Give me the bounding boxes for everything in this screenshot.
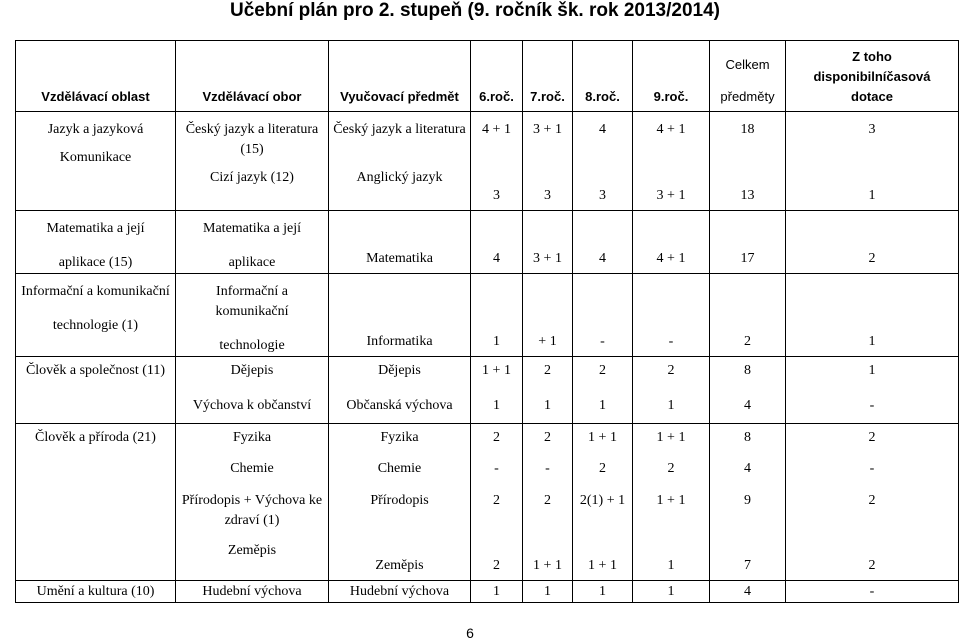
cell-r6: 3 <box>471 168 523 211</box>
cell-obor: Přírodopis + Výchova ke zdraví (1) <box>176 489 329 541</box>
cell-celkem: 13 <box>710 168 786 211</box>
header-r9: 9.roč. <box>633 41 710 112</box>
header-celkem <box>710 41 786 112</box>
cell-r9: 4 + 1 <box>633 112 710 168</box>
cell-oblast <box>16 274 176 357</box>
cell-dotace: 2 <box>786 489 959 541</box>
obor-line1: Informační a komunikační <box>215 284 289 319</box>
cell-celkem: 18 <box>710 112 786 168</box>
obor-line2: aplikace <box>228 255 276 270</box>
cell-obor <box>176 274 329 357</box>
cell-r9: 4 + 1 <box>633 211 710 274</box>
cell-oblast: Člověk a společnost (11) <box>16 357 176 424</box>
header-r7: 7.roč. <box>523 41 573 112</box>
cell-obor: Český jazyk a literatura (15) <box>176 112 329 168</box>
cell-predmet: Český jazyk a literatura <box>329 112 471 168</box>
curriculum-table <box>15 40 959 603</box>
cell-r8: 2(1) + 1 <box>573 489 633 541</box>
cell-r7: 2 <box>523 357 573 392</box>
cell-oblast <box>16 112 176 211</box>
oblast-line1: Jazyk a jazyková <box>47 122 144 137</box>
cell-obor: Výchova k občanství <box>176 392 329 424</box>
header-dotace-line2: disponibilníčasová <box>813 69 931 84</box>
cell-r8: 2 <box>573 457 633 489</box>
table-row <box>16 357 959 392</box>
cell-r7: 1 + 1 <box>523 541 573 581</box>
oblast-line1: Matematika a její <box>46 221 145 236</box>
cell-celkem: 8 <box>710 424 786 457</box>
header-dotace-line3: dotace <box>851 89 893 104</box>
cell-r9: - <box>633 274 710 357</box>
cell-obor: Dějepis <box>176 357 329 392</box>
cell-r7: + 1 <box>523 274 573 357</box>
oblast-line2: aplikace (15) <box>58 255 133 270</box>
table-row <box>16 424 959 457</box>
cell-obor: Cizí jazyk (12) <box>176 168 329 211</box>
cell-r7: 1 <box>523 392 573 424</box>
cell-dotace: 2 <box>786 424 959 457</box>
cell-r8: 4 <box>573 211 633 274</box>
header-dotace-line1: Z toho <box>852 49 892 64</box>
cell-predmet: Anglický jazyk <box>329 168 471 211</box>
cell-predmet: Informatika <box>329 274 471 357</box>
table-row <box>16 274 959 357</box>
cell-r6: 1 + 1 <box>471 357 523 392</box>
cell-celkem: 8 <box>710 357 786 392</box>
cell-r6: 2 <box>471 541 523 581</box>
cell-r9: 1 <box>633 581 710 603</box>
cell-r6: 2 <box>471 424 523 457</box>
cell-r6: 1 <box>471 392 523 424</box>
cell-dotace: - <box>786 392 959 424</box>
cell-oblast: Umění a kultura (10) <box>16 581 176 603</box>
cell-obor <box>176 211 329 274</box>
cell-dotace: 2 <box>786 541 959 581</box>
cell-dotace: - <box>786 581 959 603</box>
cell-r9: 1 + 1 <box>633 424 710 457</box>
cell-r6: 4 <box>471 211 523 274</box>
cell-dotace: - <box>786 457 959 489</box>
header-predmet: Vyučovací předmět <box>329 41 471 112</box>
cell-celkem: 4 <box>710 392 786 424</box>
cell-celkem: 7 <box>710 541 786 581</box>
page-title: Učební plán pro 2. stupeň (9. ročník šk. rok 2013/2014) <box>230 0 720 21</box>
cell-r7: - <box>523 457 573 489</box>
cell-predmet: Zeměpis <box>329 541 471 581</box>
cell-r8: 1 + 1 <box>573 424 633 457</box>
cell-obor: Hudební výchova <box>176 581 329 603</box>
table-row <box>16 112 959 168</box>
oblast-line2: technologie (1) <box>52 318 139 333</box>
cell-r6: 2 <box>471 489 523 541</box>
cell-celkem: 9 <box>710 489 786 541</box>
cell-predmet: Hudební výchova <box>329 581 471 603</box>
cell-predmet: Chemie <box>329 457 471 489</box>
header-obor: Vzdělávací obor <box>176 41 329 112</box>
cell-celkem: 4 <box>710 581 786 603</box>
header-dotace <box>786 41 959 112</box>
cell-r7: 2 <box>523 424 573 457</box>
cell-r8: - <box>573 274 633 357</box>
cell-r8: 2 <box>573 357 633 392</box>
cell-predmet: Fyzika <box>329 424 471 457</box>
cell-r6: 1 <box>471 581 523 603</box>
cell-oblast <box>16 211 176 274</box>
cell-predmet: Přírodopis <box>329 489 471 541</box>
cell-obor: Zeměpis <box>176 541 329 581</box>
cell-oblast: Člověk a příroda (21) <box>16 424 176 581</box>
cell-r7: 3 <box>523 168 573 211</box>
cell-dotace: 1 <box>786 168 959 211</box>
cell-predmet: Matematika <box>329 211 471 274</box>
header-r6: 6.roč. <box>471 41 523 112</box>
cell-r8: 3 <box>573 168 633 211</box>
cell-celkem: 2 <box>710 274 786 357</box>
cell-r8: 1 + 1 <box>573 541 633 581</box>
table-row <box>16 581 959 603</box>
cell-celkem: 17 <box>710 211 786 274</box>
cell-r7: 3 + 1 <box>523 211 573 274</box>
cell-r6: 1 <box>471 274 523 357</box>
cell-predmet: Dějepis <box>329 357 471 392</box>
header-celkem-line2: předměty <box>720 89 775 104</box>
cell-dotace: 2 <box>786 211 959 274</box>
cell-r9: 1 <box>633 541 710 581</box>
oblast-line1: Informační a komunikační <box>21 284 170 299</box>
cell-dotace: 3 <box>786 112 959 168</box>
cell-r6: 4 + 1 <box>471 112 523 168</box>
cell-celkem: 4 <box>710 457 786 489</box>
cell-r7: 2 <box>523 489 573 541</box>
cell-r7: 1 <box>523 581 573 603</box>
header-oblast: Vzdělávací oblast <box>16 41 176 112</box>
obor-line2: technologie <box>219 338 285 353</box>
cell-r9: 2 <box>633 357 710 392</box>
cell-r6: - <box>471 457 523 489</box>
cell-r8: 1 <box>573 392 633 424</box>
cell-r8: 4 <box>573 112 633 168</box>
header-r8: 8.roč. <box>573 41 633 112</box>
cell-r7: 3 + 1 <box>523 112 573 168</box>
header-row <box>16 41 959 112</box>
oblast-line2: Komunikace <box>59 150 132 165</box>
cell-predmet: Občanská výchova <box>329 392 471 424</box>
table-row <box>16 211 959 274</box>
cell-r9: 1 <box>633 392 710 424</box>
obor-line1: Matematika a její <box>203 221 301 236</box>
cell-r9: 2 <box>633 457 710 489</box>
cell-obor: Chemie <box>176 457 329 489</box>
cell-r9: 3 + 1 <box>633 168 710 211</box>
cell-obor: Fyzika <box>176 424 329 457</box>
cell-dotace: 1 <box>786 357 959 392</box>
header-celkem-line1: Celkem <box>725 57 770 72</box>
cell-r8: 1 <box>573 581 633 603</box>
page-number: 6 <box>466 625 474 641</box>
cell-r9: 1 + 1 <box>633 489 710 541</box>
cell-dotace: 1 <box>786 274 959 357</box>
